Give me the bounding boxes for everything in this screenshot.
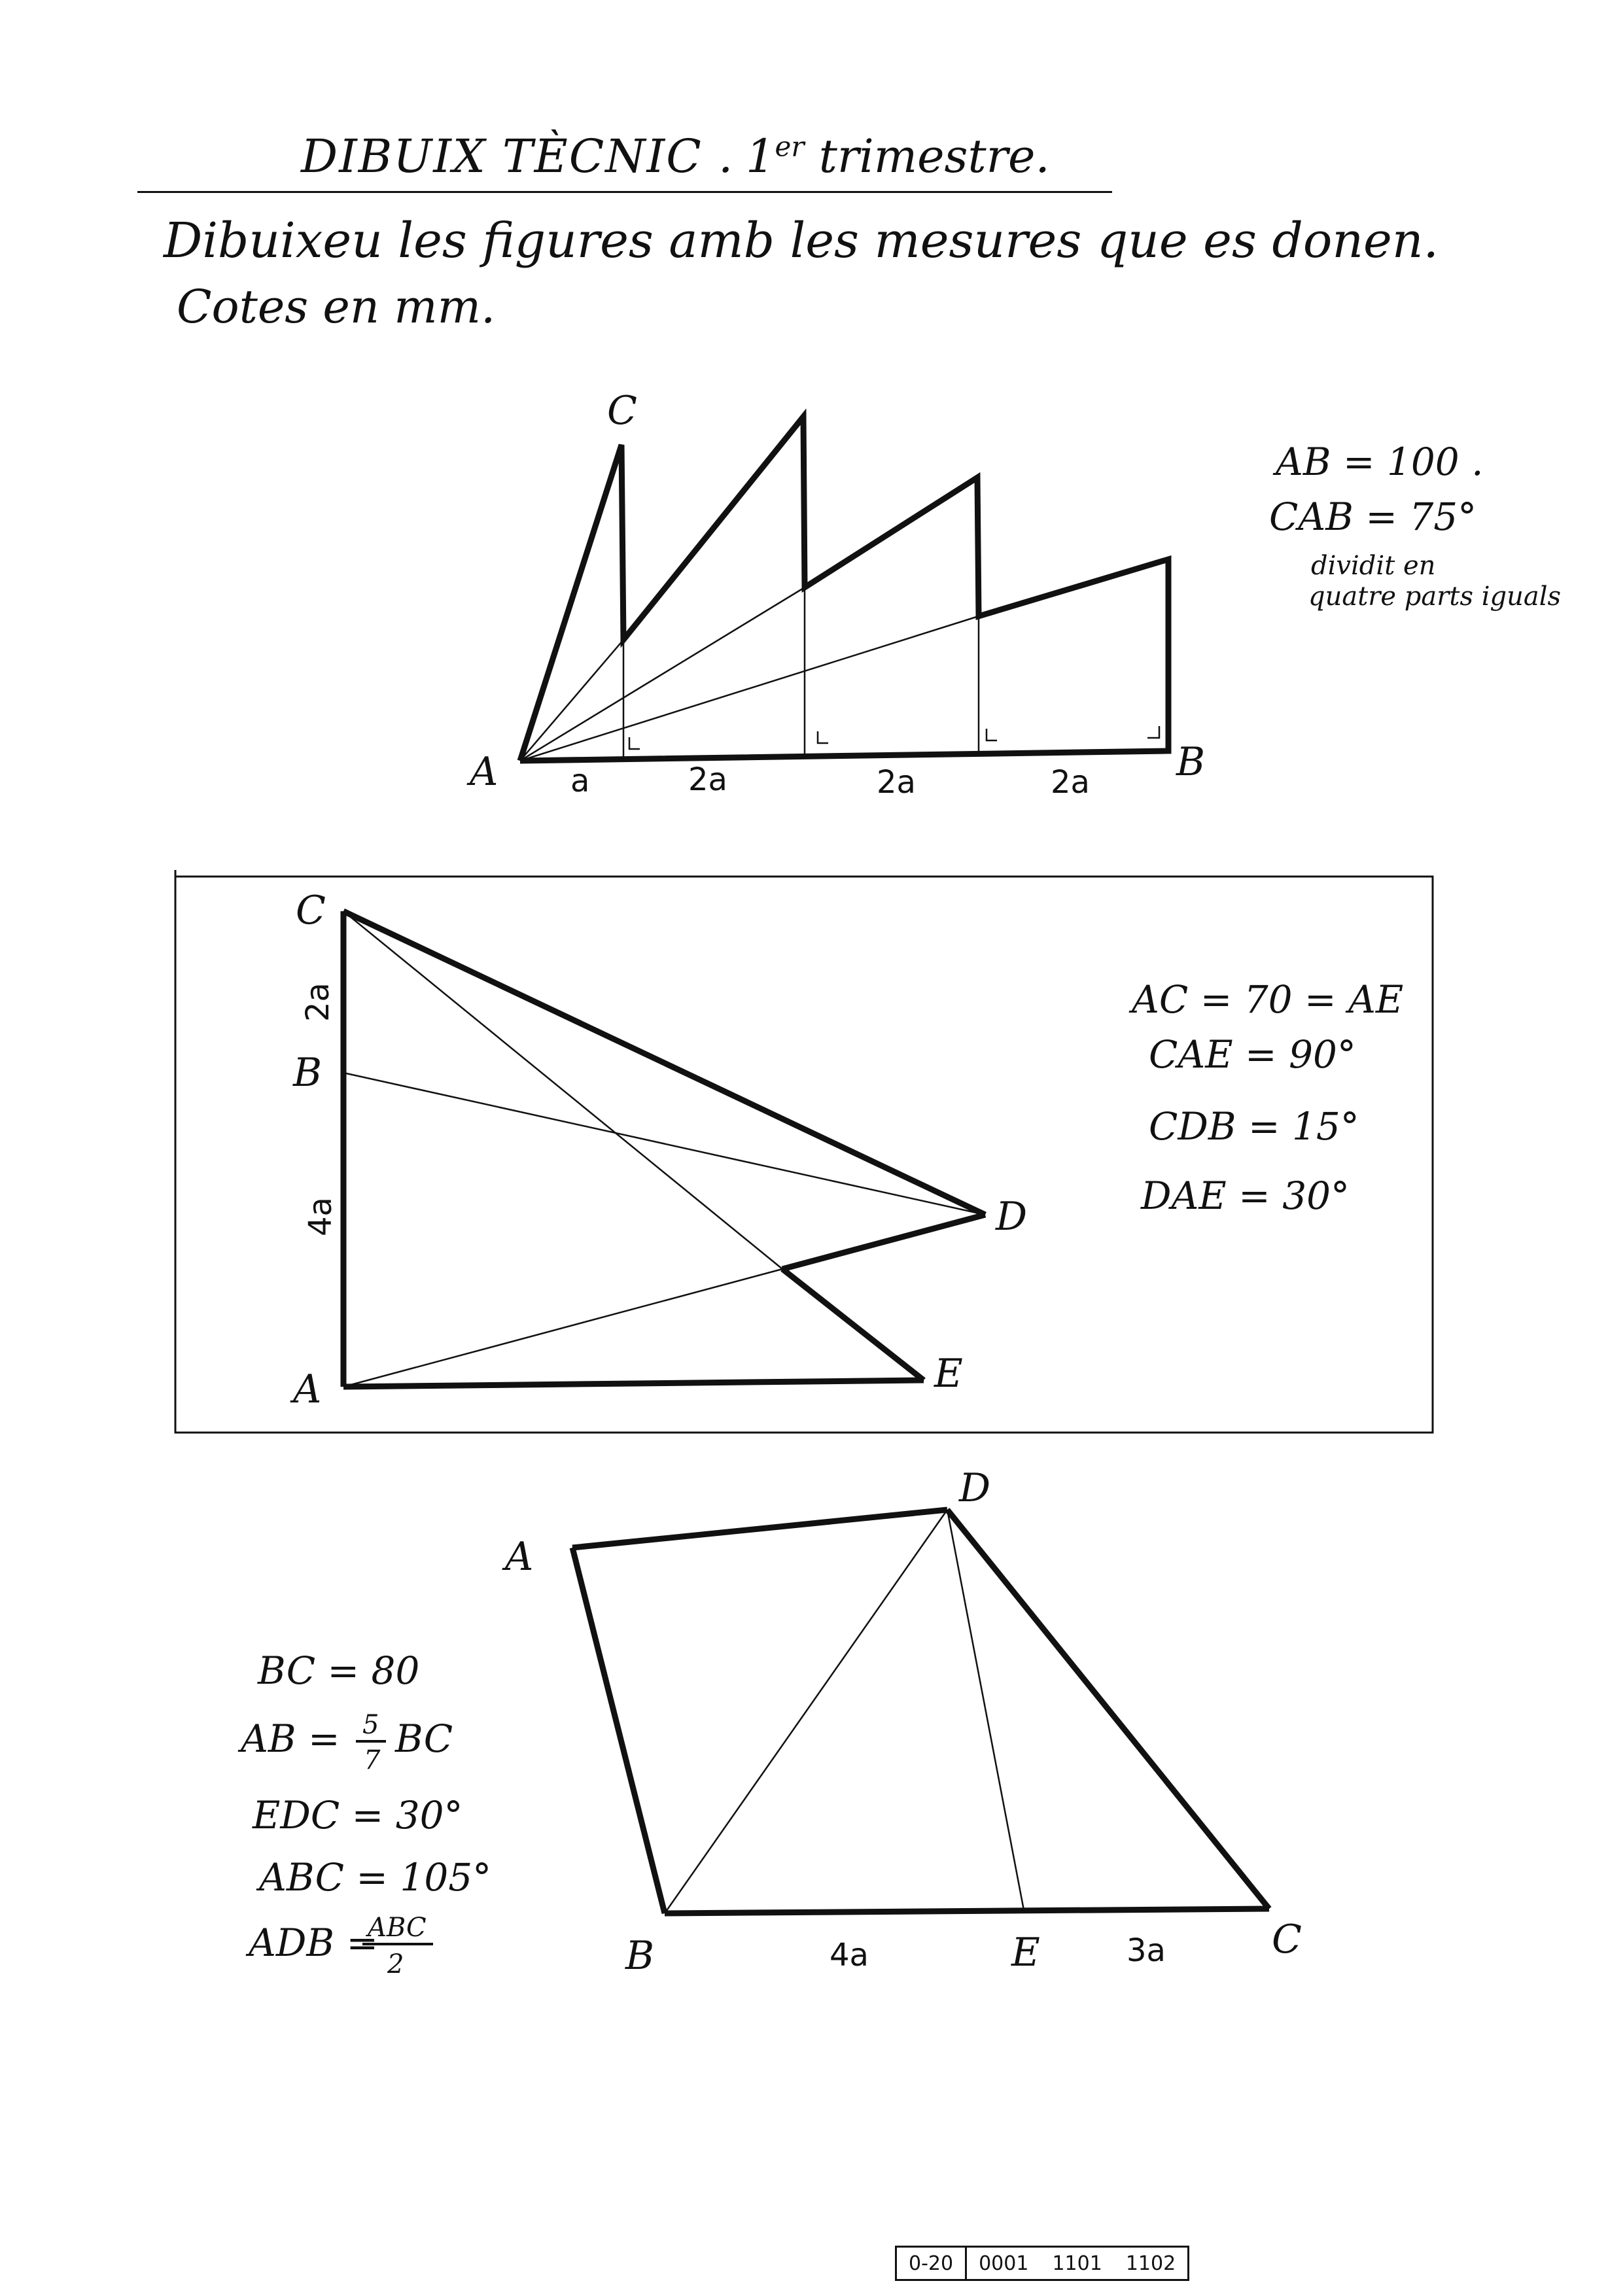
fig1-point-a: A: [470, 749, 498, 795]
fig1-point-b: B: [1176, 739, 1206, 785]
fig2-given-ac-ae: AC = 70 = AE: [1132, 977, 1404, 1022]
fig3-segment-3a: 3a: [1127, 1932, 1166, 1969]
code-part-4: 1102: [1125, 2252, 1176, 2275]
fig1-segment-a: a: [570, 763, 590, 799]
fig1-radial-2: [520, 587, 805, 761]
fig3-line-de: [947, 1510, 1024, 1910]
document-code-box: [895, 2246, 1189, 2281]
fig1-point-c: C: [607, 388, 637, 434]
fig2-given-cdb: CDB = 15°: [1149, 1104, 1359, 1149]
fig2-given-cae: CAE = 90°: [1149, 1032, 1356, 1077]
term-text: trimestre.: [804, 130, 1050, 183]
fig3-side-bc: [665, 1909, 1269, 1913]
fig1-right-angle-2: [818, 731, 828, 743]
fig2-point-b: B: [293, 1050, 323, 1096]
fig1-right-angle-3: [987, 729, 997, 740]
fig3-given-edc: EDC = 30°: [253, 1793, 463, 1837]
fig3-given-ab-numerator: 5: [362, 1710, 379, 1740]
fig3-side-dc: [947, 1510, 1269, 1909]
fig3-given-ab-denominator: 7: [364, 1745, 381, 1775]
fig3-given-bc: BC = 80: [258, 1648, 420, 1693]
fig1-radial-1: [520, 640, 623, 761]
fig1-segment-2a-1: 2a: [688, 761, 727, 798]
fig2-point-c: C: [296, 888, 326, 933]
fig3-point-c: C: [1272, 1917, 1302, 1962]
figure-3: [572, 1510, 1269, 1913]
fig1-radial-3: [520, 616, 979, 761]
code-part-1: 0-20: [909, 2252, 954, 2275]
fig3-point-b: B: [625, 1933, 655, 1979]
code-part-3: 1101: [1052, 2252, 1102, 2275]
fig3-side-ad: [572, 1510, 947, 1548]
fig2-side-ce-lower: [782, 1269, 924, 1380]
fig2-side-cd: [343, 911, 985, 1215]
fig2-line-ad: [343, 1269, 782, 1387]
fig2-line-bd: [343, 1073, 985, 1215]
fig1-right-angle-1: [629, 737, 640, 749]
fig1-segment-2a-2: 2a: [877, 764, 916, 801]
fig3-given-ab-prefix: AB =: [241, 1716, 340, 1761]
fig3-point-d: D: [959, 1465, 991, 1511]
term-number: 1: [746, 130, 775, 183]
fig2-point-d: D: [996, 1194, 1028, 1240]
fig3-given-adb-denominator: 2: [387, 1949, 404, 1979]
figure-1: [520, 417, 1168, 761]
fig2-segment-4a: 4a: [302, 1197, 339, 1236]
fig2-side-de: [782, 1215, 985, 1269]
code-part-2: 0001: [979, 2252, 1029, 2275]
figure-1-labels: [466, 388, 1561, 801]
fig1-right-angle-4: [1147, 726, 1159, 738]
fig3-segment-4a: 4a: [830, 1937, 869, 1974]
fig3-given-adb-numerator: ABC: [368, 1913, 427, 1943]
fig3-point-a: A: [505, 1534, 534, 1580]
fig1-note-line-2: quatre parts iguals: [1308, 582, 1562, 612]
fig2-point-a: A: [293, 1366, 322, 1412]
figure-2: [175, 870, 1433, 1433]
fig3-side-ab: [572, 1548, 665, 1913]
fig1-segment-2a-3: 2a: [1051, 764, 1090, 801]
fig1-note-line-1: dividit en: [1311, 551, 1436, 581]
term-superscript: er: [775, 130, 805, 163]
instruction-line-1: Dibuixeu les figures amb les mesures que es donen.: [164, 213, 1439, 269]
fig3-line-db: [665, 1510, 947, 1913]
fig3-given-abc: ABC = 105°: [259, 1855, 492, 1900]
fig1-given-ab: AB = 100 .: [1276, 440, 1484, 484]
instruction-line-2: Cotes en mm.: [177, 280, 496, 334]
fig2-given-dae: DAE = 30°: [1141, 1174, 1350, 1218]
page-title: DIBUIX TÈCNIC .: [301, 130, 735, 183]
fig1-outline: [520, 417, 1168, 761]
fig3-given-ab-suffix: BC: [395, 1716, 453, 1761]
fig2-point-e: E: [934, 1351, 963, 1397]
fig2-side-ae: [343, 1380, 924, 1387]
fig1-given-cab: CAB = 75°: [1269, 495, 1477, 539]
fig3-given-adb-prefix: ADB =: [249, 1921, 379, 1965]
figure-3-labels: [237, 1465, 1302, 1979]
fig2-segment-2a: 2a: [300, 983, 336, 1022]
fig2-frame: [175, 870, 1433, 1433]
fig3-point-e: E: [1011, 1930, 1040, 1975]
